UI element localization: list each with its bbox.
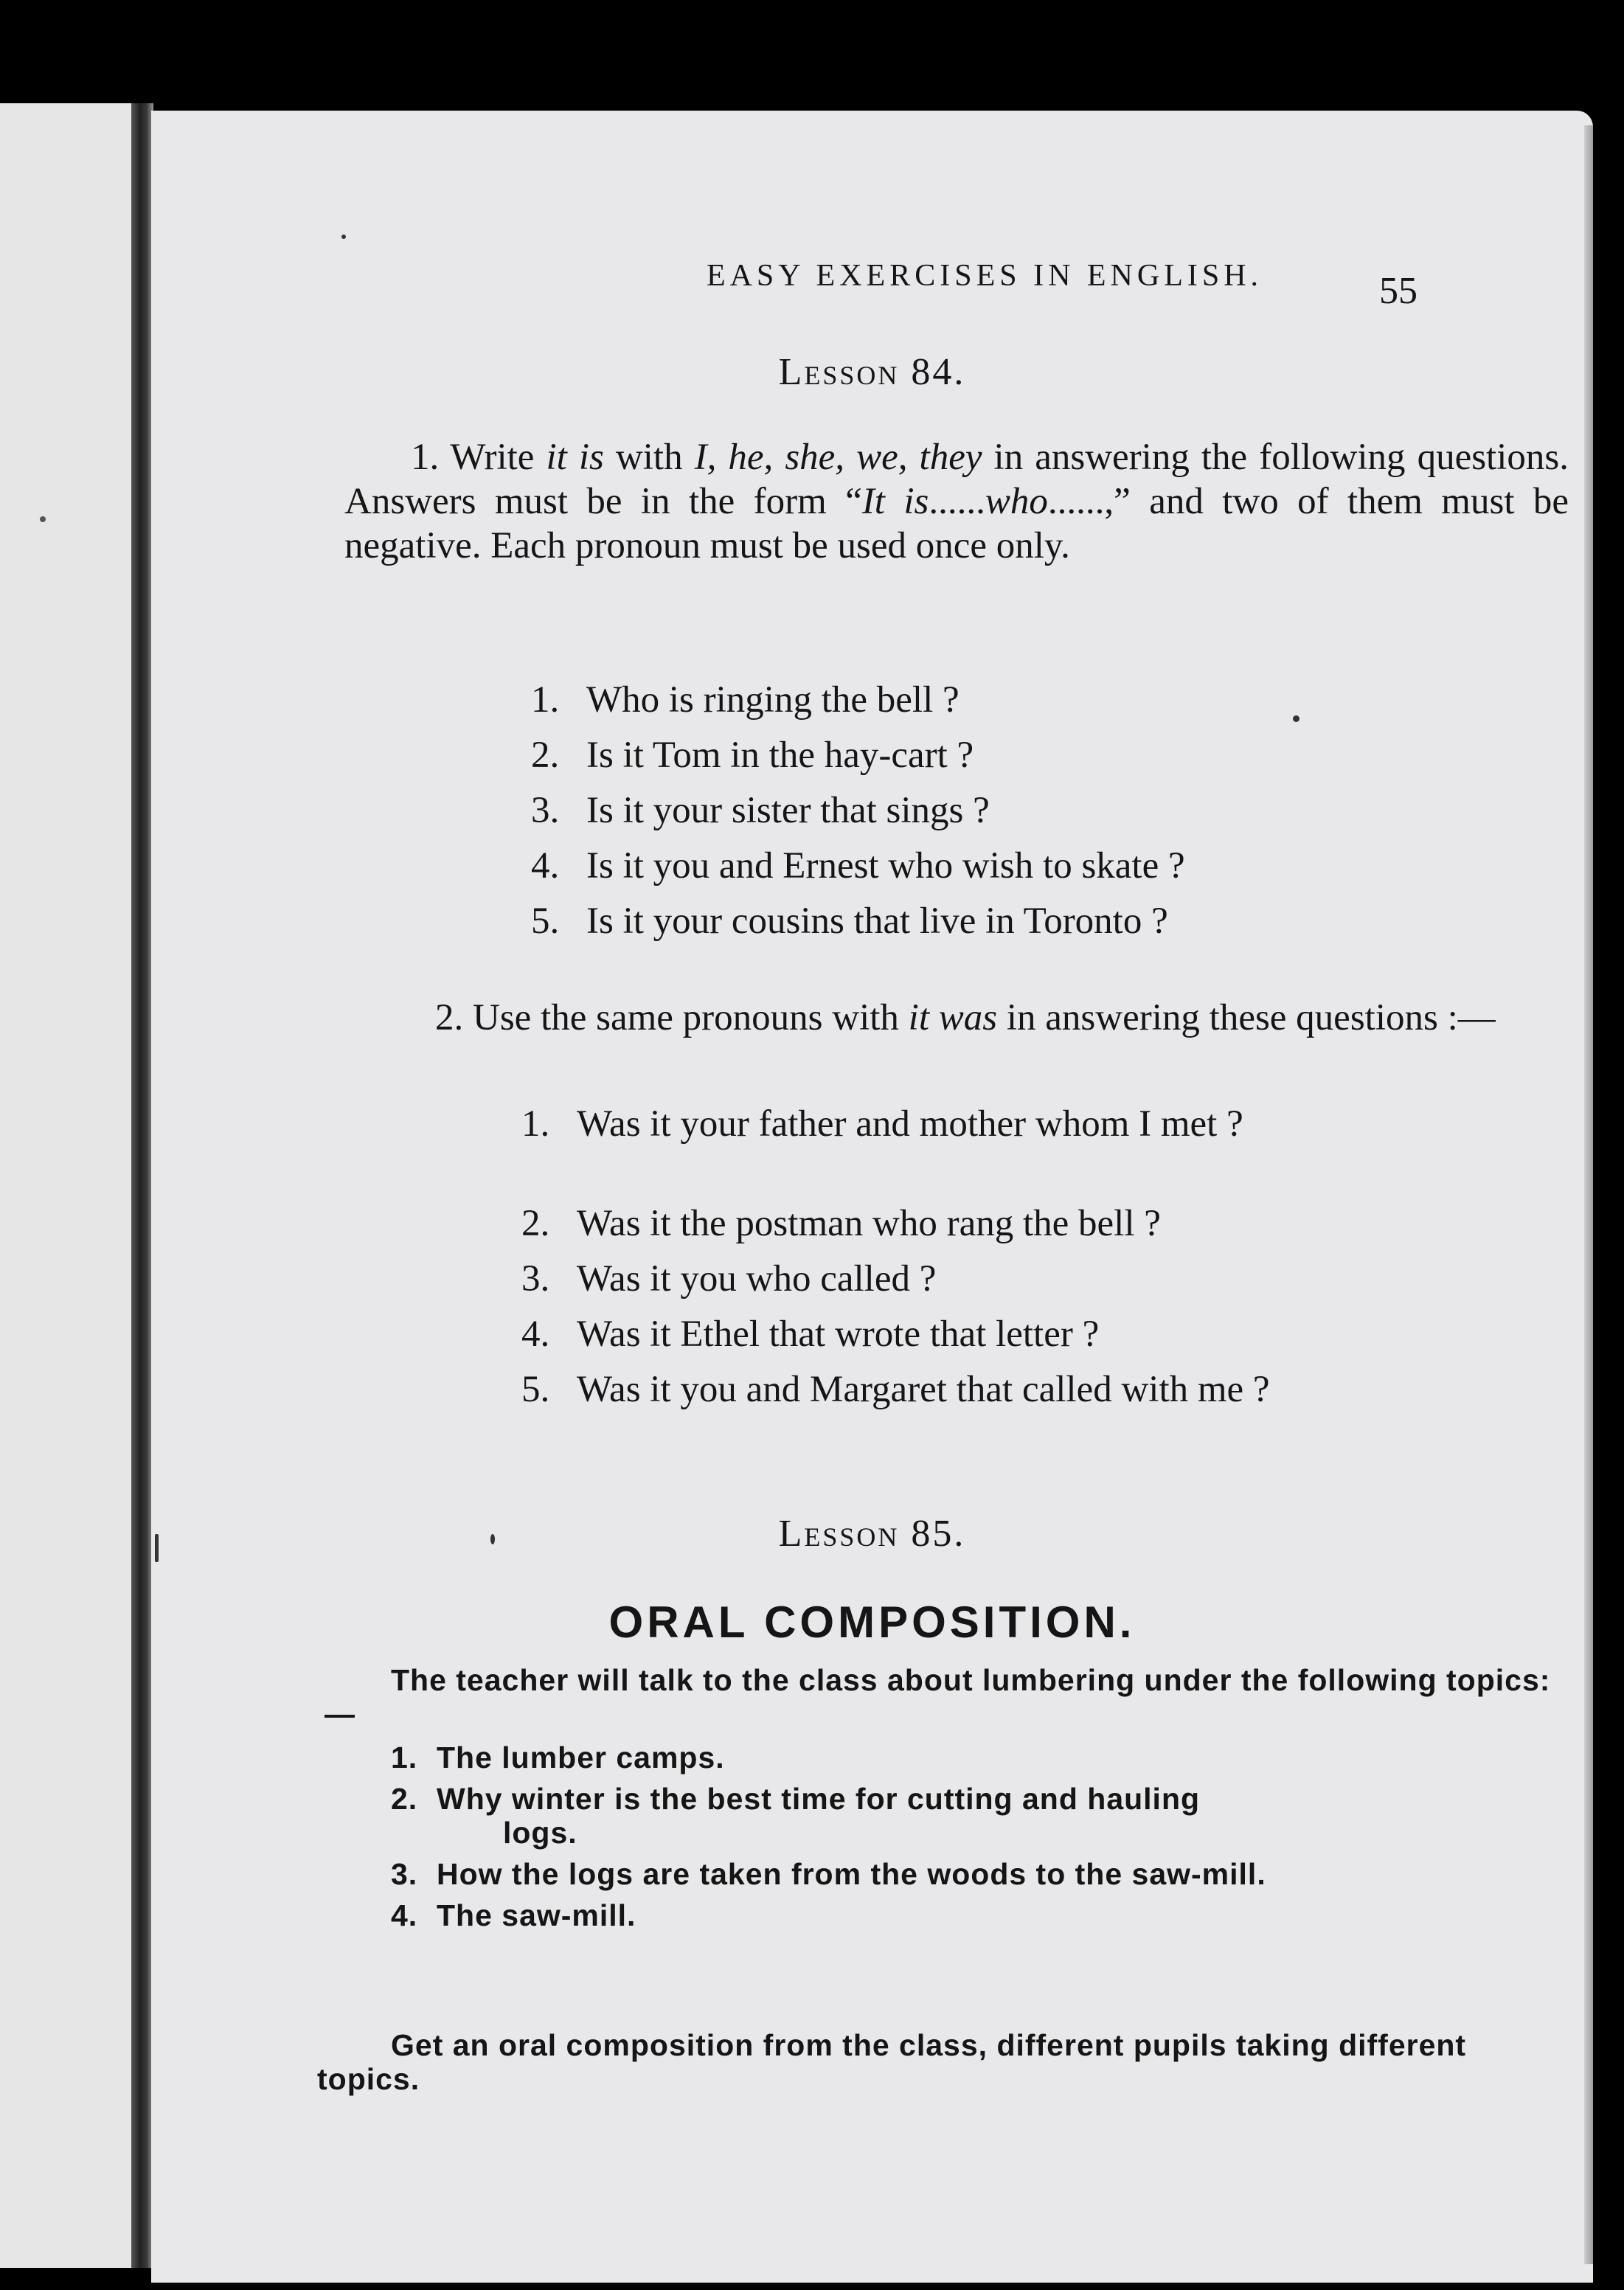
list-item: 3. How the logs are taken from the woods to the saw-mill. <box>391 1857 1266 1891</box>
page-number: 55 <box>1379 270 1417 312</box>
list-item: 5. Is it your cousins that live in Toronto ? <box>531 901 1168 942</box>
section-title: ORAL COMPOSITION. <box>608 1597 1136 1647</box>
book-page <box>151 111 1593 2283</box>
list-item: 1. Who is ringing the bell ? <box>531 679 960 721</box>
list-item: 2. Was it the postman who rang the bell ? <box>521 1203 1161 1244</box>
lesson-85-heading: Lesson 85. <box>778 1513 966 1555</box>
italic-it-was: it was <box>908 997 998 1038</box>
list-item: 1. The lumber camps. <box>391 1741 725 1774</box>
list-item: 2. Why winter is the best time for cutting and hauling logs. <box>391 1782 1201 1850</box>
lesson-84-heading: Lesson 84. <box>778 351 966 393</box>
exercise-number: 2. <box>435 997 464 1038</box>
exercise-number: 1. <box>411 437 440 478</box>
list-item: 3. Was it you who called ? <box>521 1258 937 1300</box>
facing-page-edge <box>0 103 148 2268</box>
exercise-1-instructions: 1. Write it is with I, he, she, we, they in answering the following questions. Answers must be in the form “It is......who......,” and two of them must be negative. Each pronoun must be used once only. <box>344 437 1569 566</box>
list-item: 3. Is it your sister that sings ? <box>531 790 990 831</box>
italic-pronouns: I, he, she, we, they <box>694 437 982 478</box>
list-item: 5. Was it you and Margaret that called with me ? <box>521 1369 1270 1410</box>
list-item: 4. Is it you and Ernest who wish to skate ? <box>531 845 1185 886</box>
exercise-2-questions <box>521 1103 1561 1457</box>
list-item: 4. The saw-mill. <box>391 1898 636 1932</box>
italic-it-is: it is <box>546 437 604 478</box>
page-speck <box>40 516 46 522</box>
exercise-2-instructions: 2. Use the same pronouns with it was in answering these questions :— <box>435 997 1496 1038</box>
page-speck <box>341 235 346 239</box>
list-item: 2. Is it Tom in the hay-cart ? <box>531 735 974 776</box>
list-item: 1. Was it your father and mother whom I met ? <box>521 1103 1243 1145</box>
lesson-85-intro: The teacher will talk to the class about lumbering under the following topics:— <box>325 1663 1551 1731</box>
lesson-85-closing: Get an oral composition from the class, different pupils taking different topics. <box>317 2028 1467 2096</box>
book-gutter <box>131 103 153 2268</box>
list-item: 4. Was it Ethel that wrote that letter ? <box>521 1314 1100 1355</box>
running-head: EASY EXERCISES IN ENGLISH. <box>706 259 1263 293</box>
topic-list <box>391 1741 1571 1940</box>
exercise-1-questions <box>531 679 1556 955</box>
